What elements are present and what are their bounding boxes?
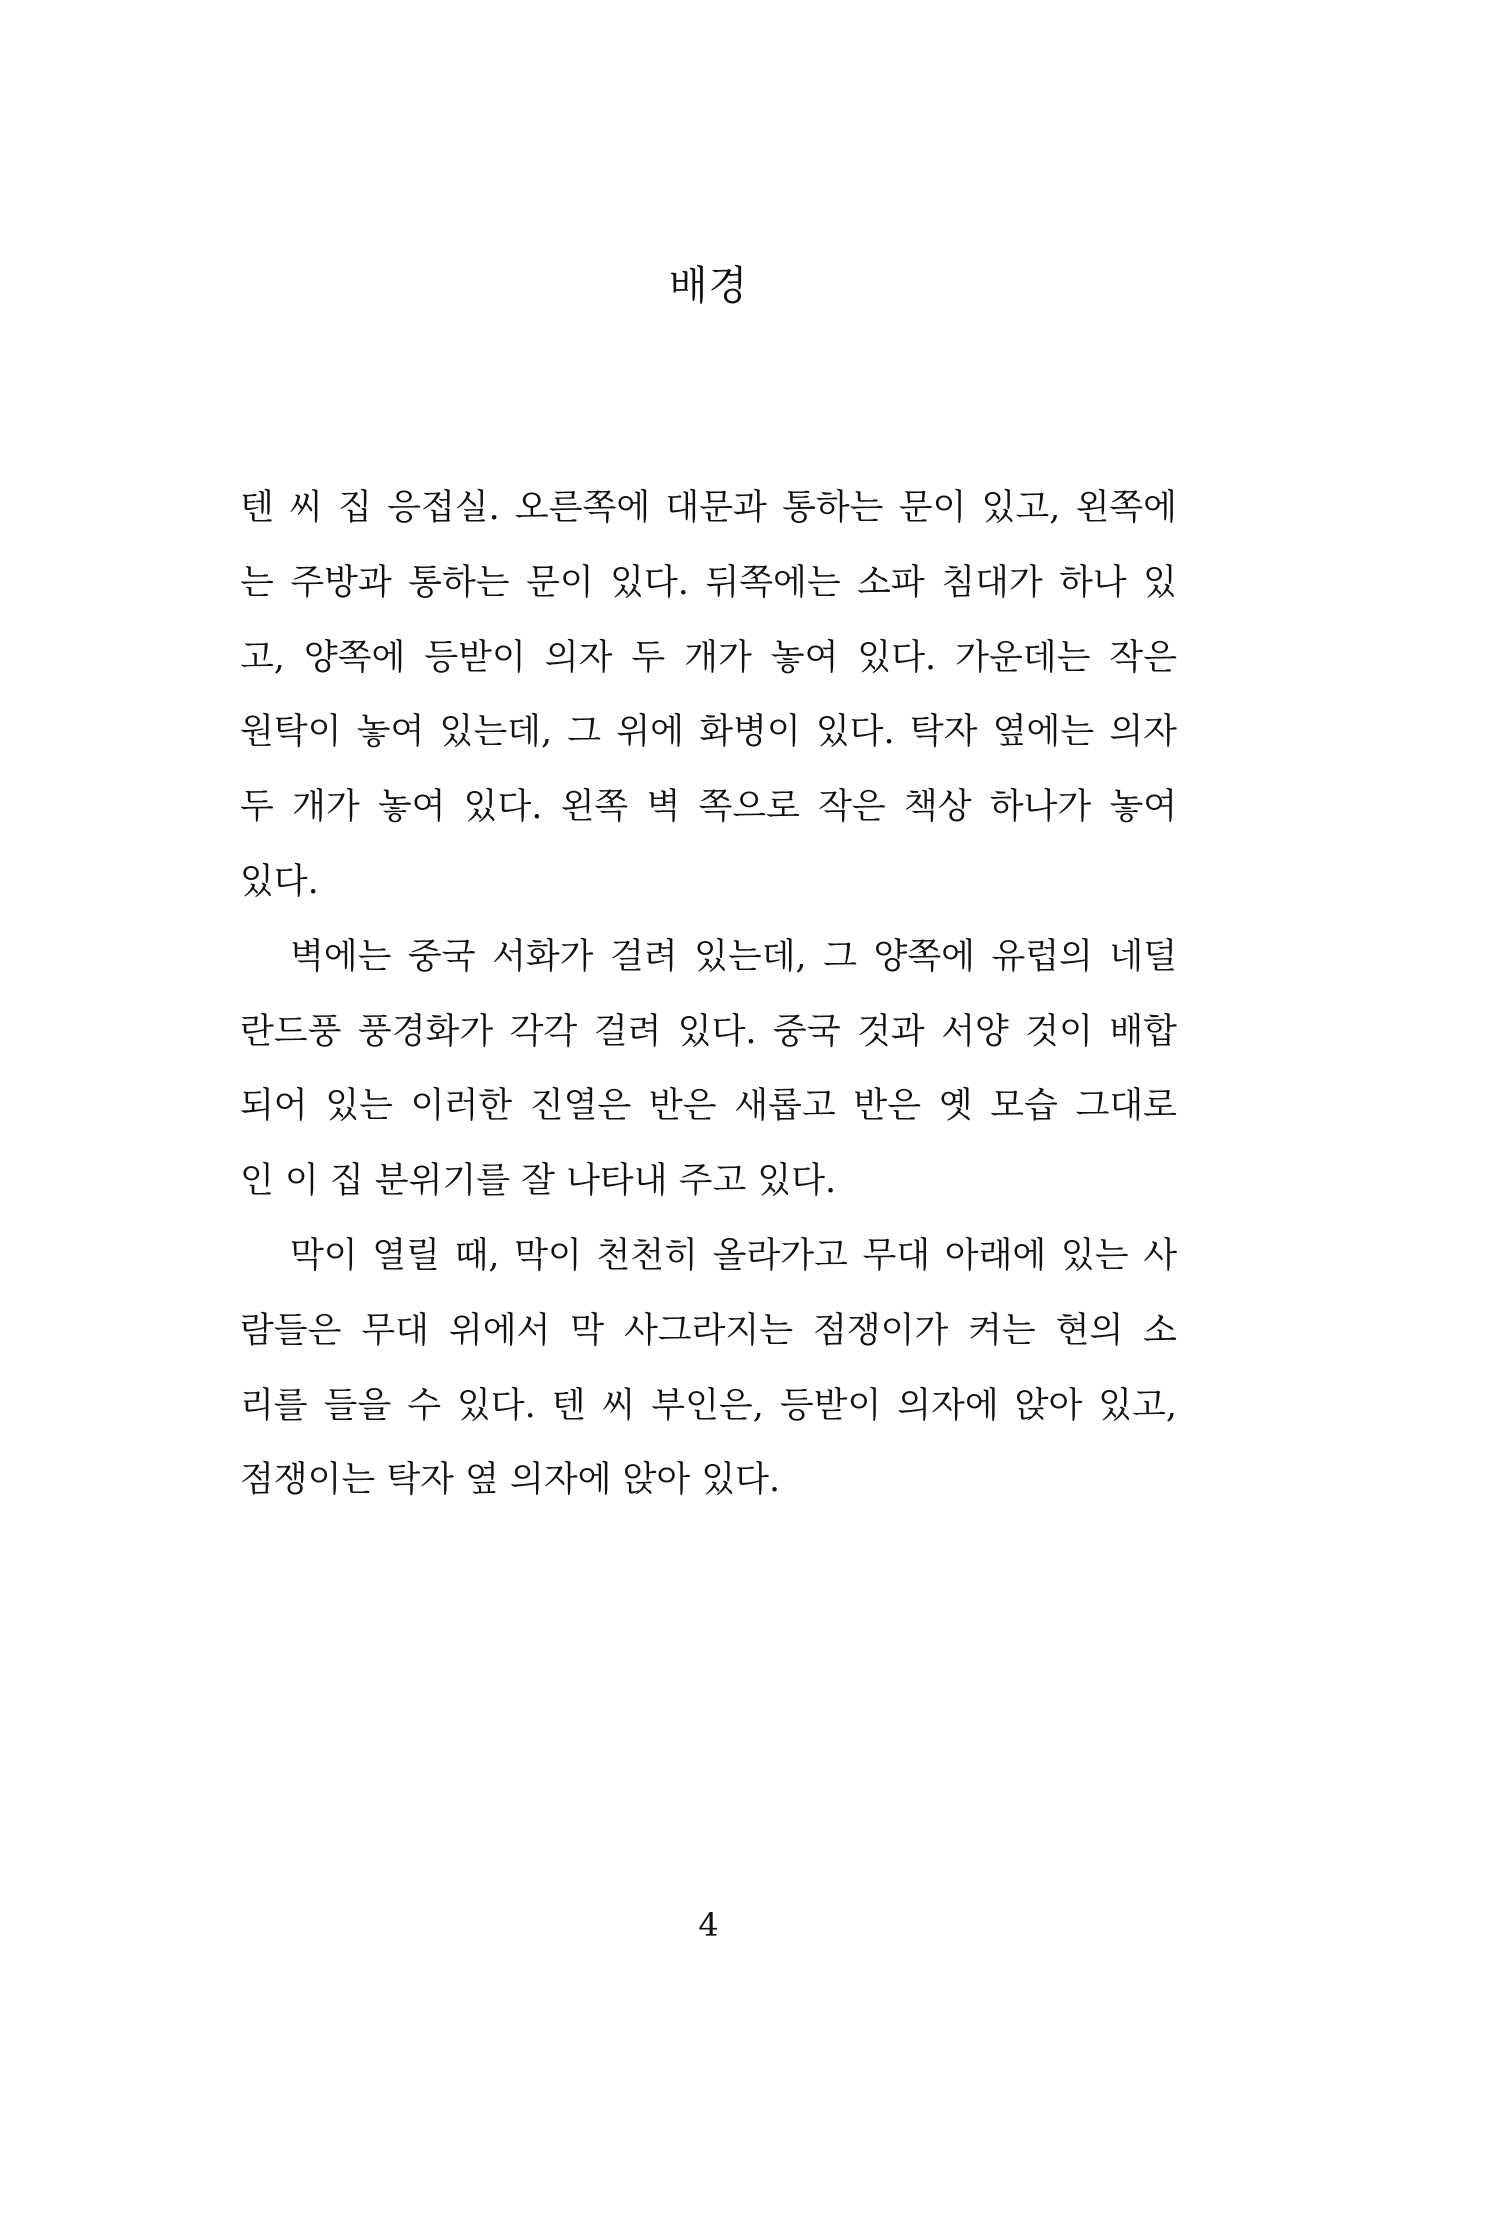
text-line: 되어 있는 이러한 진열은 반은 새롭고 반은 옛 모습 그대로 [240, 1086, 1177, 1127]
text-line: 벽에는 중국 서화가 걸려 있는데, 그 양쪽에 유럽의 네덜 [290, 936, 1177, 977]
text-line: 리를 들을 수 있다. 텐 씨 부인은, 등받이 의자에 앉아 있고, [240, 1385, 1177, 1426]
text-line: 는 주방과 통하는 문이 있다. 뒤쪽에는 소파 침대가 하나 있 [240, 562, 1177, 603]
text-line: 막이 열릴 때, 막이 천천히 올라가고 무대 아래에 있는 사 [290, 1235, 1177, 1276]
text-line: 있다. [240, 861, 319, 902]
text-line: 점쟁이는 탁자 옆 의자에 앉아 있다. [240, 1460, 781, 1501]
text-line: 텐 씨 집 응접실. 오른쪽에 대문과 통하는 문이 있고, 왼쪽에 [240, 488, 1177, 528]
text-line: 람들은 무대 위에서 막 사그라지는 점쟁이가 켜는 현의 소 [240, 1310, 1177, 1351]
paragraph-wall-decor [240, 931, 1177, 1230]
text-line: 원탁이 놓여 있는데, 그 위에 화병이 있다. 탁자 옆에는 의자 [240, 712, 1177, 753]
page-number: 4 [698, 1906, 719, 1944]
paragraph-setting-description [240, 482, 1177, 931]
text-line: 두 개가 놓여 있다. 왼쪽 벽 쪽으로 작은 책상 하나가 놓여 [240, 787, 1177, 828]
body-text [240, 482, 1177, 1529]
text-line: 고, 양쪽에 등받이 의자 두 개가 놓여 있다. 가운데는 작은 [240, 637, 1177, 678]
text-line: 인 이 집 분위기를 잘 나타내 주고 있다. [240, 1161, 837, 1202]
text-line: 란드풍 풍경화가 각각 걸려 있다. 중국 것과 서양 것이 배합 [240, 1011, 1177, 1052]
paragraph-curtain-rise [240, 1230, 1177, 1529]
section-title: 배경 [668, 263, 749, 309]
